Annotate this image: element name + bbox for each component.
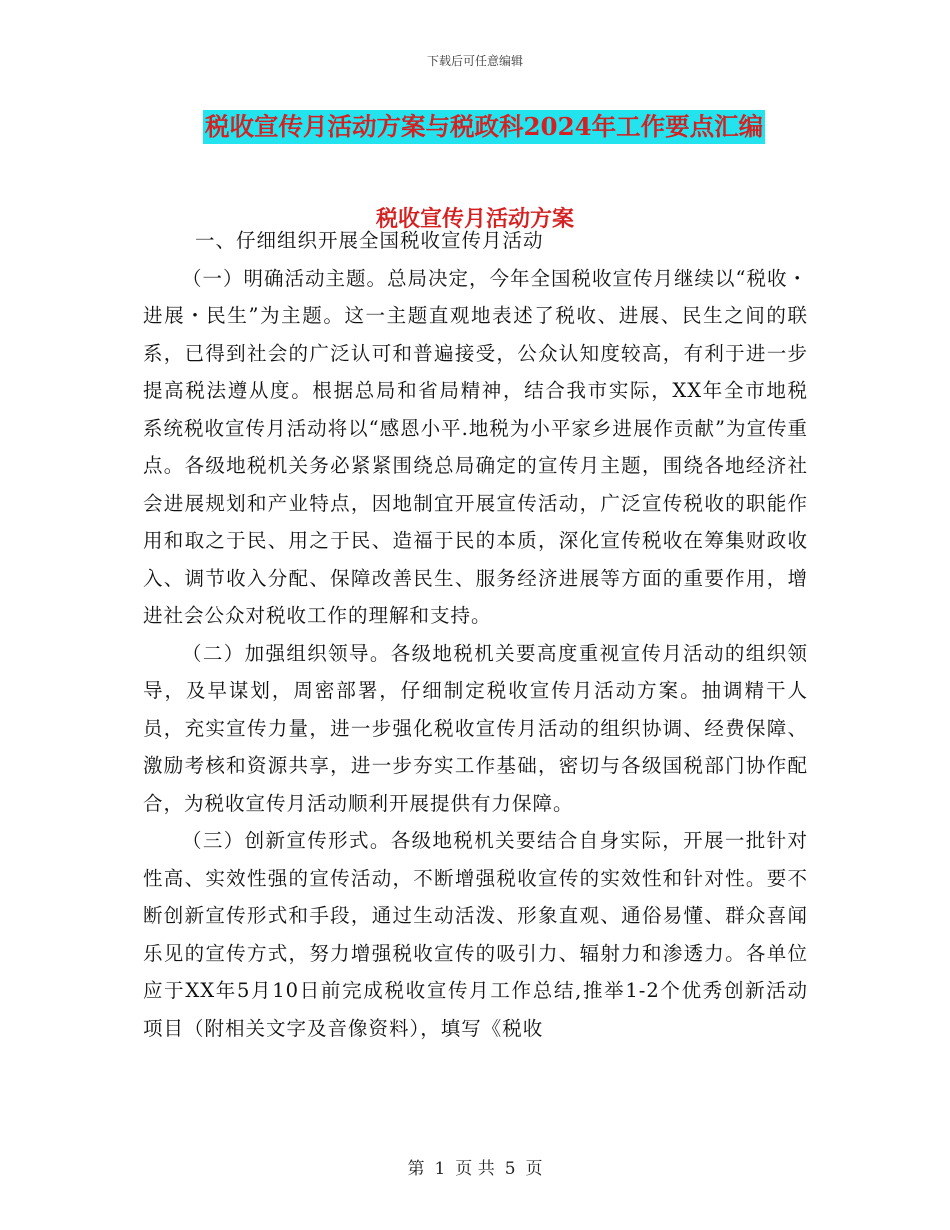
section-title: 税收宣传月活动方案 <box>375 206 574 232</box>
footer-page-number: 1 <box>434 1159 446 1179</box>
footer-suffix: 页 <box>525 1159 543 1179</box>
heading-paragraph: 一、仔细组织开展全国税收宣传月活动 <box>195 229 544 252</box>
document-title: 税收宣传月活动方案与税政科2024年工作要点汇编 <box>203 110 765 144</box>
footer-total-pages: 5 <box>504 1159 516 1179</box>
document-body <box>143 222 808 1047</box>
paragraph-2: （二）加强组织领导。各级地税机关要高度重视宣传月活动的组织领导，及早谋划，周密部署，仔细制定税收宣传月活动方案。抽调精干人员，充实宣传力量，进一步强化税收宣传月活动的组织协调、经费保障、激励考核和资源共享，进一步夯实工作基础，密切与各级国税部门协作配合，为税收宣传月活动顺利开展提供有力保障。 <box>143 641 808 815</box>
paragraph-3: （三）创新宣传形式。各级地税机关要结合自身实际，开展一批针对性高、实效性强的宣传活动，不断增强税收宣传的实效性和针对性。要不断创新宣传形式和手段，通过生动活泼、形象直观、通俗易懂、群众喜闻乐见的宣传方式，努力增强税收宣传的吸引力、辐射力和渗透力。各单位应于XX年5月10日前完成税收宣传月工作总结,推举1-2个优秀创新活动项目（附相关文字及音像资料），填写《税收 <box>143 829 808 1040</box>
footer-mid: 页 共 <box>455 1159 495 1179</box>
header-note: 下载后可任意编辑 <box>426 54 523 68</box>
paragraph-1: （一）明确活动主题。总局决定，今年全国税收宣传月继续以“税收・进展・民生”为主题。这一主题直观地表述了税收、进展、民生之间的联系，已得到社会的广泛认可和普遍接受，公众认知度较高，有利于进一步提高税法遵从度。根据总局和省局精神，结合我市实际，XX年全市地税系统税收宣传月活动将以“感恩小平.地税为小平家乡进展作贡献”为宣传重点。各级地税机关务必紧紧围绕总局确定的宣传月主题，围绕各地经济社会进展规划和产业特点，因地制宜开展宣传活动，广泛宣传税收的职能作用和取之于民、用之于民、造福于民的本质，深化宣传税收在筹集财政收入、调节收入分配、保障改善民生、服务经济进展等方面的重要作用，增进社会公众对税收工作的理解和支持。 <box>143 266 808 627</box>
footer-prefix: 第 <box>407 1159 425 1179</box>
page-footer <box>0 1154 950 1179</box>
